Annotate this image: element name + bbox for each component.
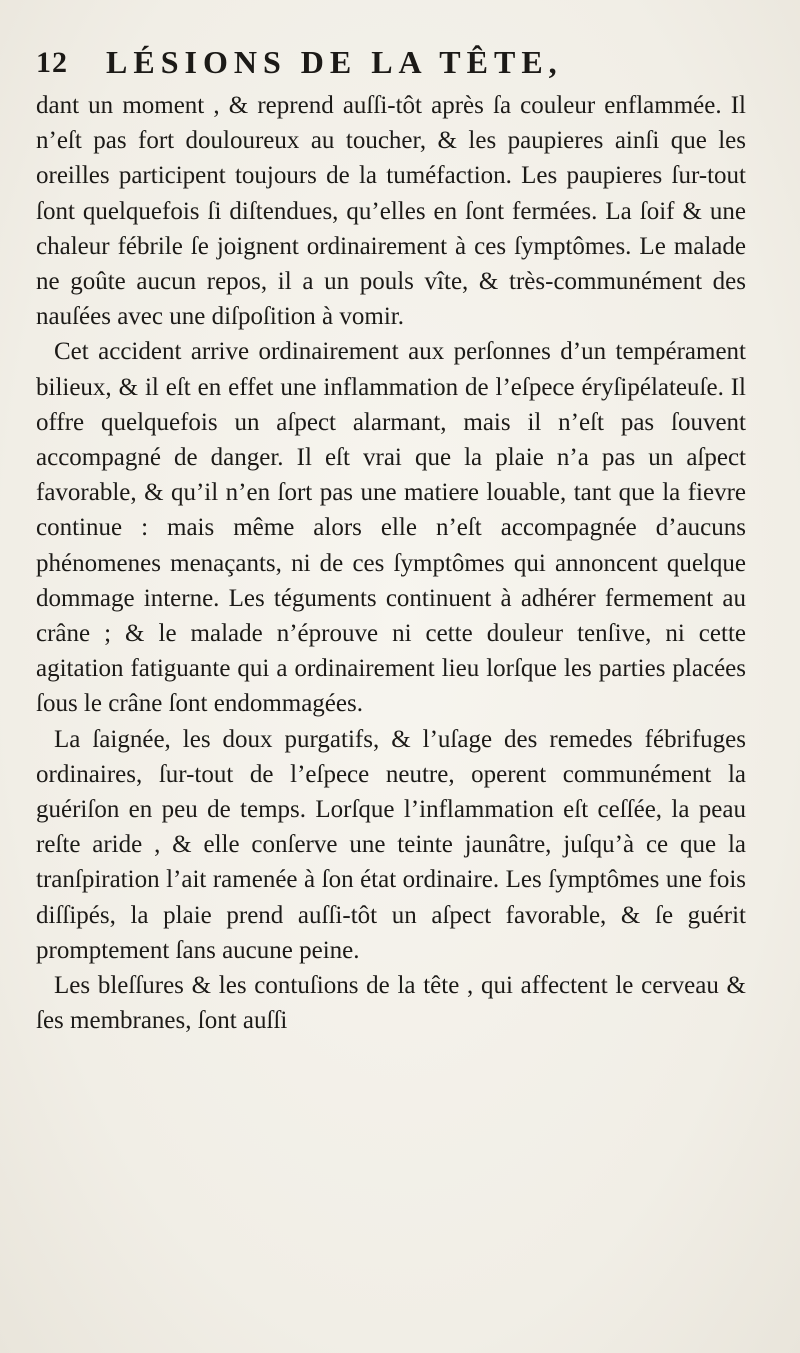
paragraph: Cet accident arrive ordinairement aux perſonnes d’un tempérament bilieux, & il eſt en effet une inflammation de l’eſpece éryſipélateuſe. Il offre quelquefois un aſpect alarmant, mais il n’eſt pas ſouvent accompagné de danger. Il eſt vrai que la plaie n’a pas un aſpect favorable, & qu’il n’en ſort pas une matiere louable, tant que la fievre continue : mais même alors elle n’eſt accompagnée d’aucuns phénomenes menaçants, ni de ces ſymptômes qui annoncent quelque dommage interne. Les téguments continuent à adhérer fermement au crâne ; & le malade n’éprouve ni cette douleur tenſive, ni cette agitation fatiguante qui a ordinairement lieu lorſque les parties placées ſous le crâne ſont endommagées. — [36, 338, 746, 718]
paragraph: La ſaignée, les doux purgatifs, & l’uſage des remedes fébrifuges ordinaires, ſur-tout de l’eſpece neutre, operent communément la guériſon en peu de temps. Lorſque l’inflammation eſt ceſſée, la peau reſte aride , & elle conſerve une teinte jaunâtre, juſqu’à ce que la tranſpiration l’ait ramenée à ſon état ordinaire. Les ſymptômes une fois diſſipés, la plaie prend auſſi-tôt un aſpect favorable, & ſe guérit promptement ſans aucune peine. — [36, 725, 746, 964]
running-head: LÉSIONS DE LA TÊTE, — [106, 44, 563, 80]
body-text — [36, 88, 746, 1038]
paragraph: Les bleſſures & les contuſions de la tête , qui affectent le cerveau & ſes membranes, ſont auſſi — [36, 972, 746, 1035]
page-header — [36, 46, 736, 90]
paragraph-continued: dant un moment , & reprend auſſi-tôt après ſa couleur enflammée. Il n’eſt pas fort douloureux au toucher, & les paupieres ainſi que les oreilles participent toujours de la tuméfaction. Les paupieres ſur-tout ſont quelquefois ſi diſtendues, qu’elles en ſont fermées. La ſoif & une chaleur fébrile ſe joignent ordinairement à ces ſymptômes. Le malade ne goûte aucun repos, il a un pouls vîte, & très-communément des nauſées avec une diſpoſition à vomir. — [36, 92, 746, 331]
page-number: 12 — [36, 46, 68, 79]
